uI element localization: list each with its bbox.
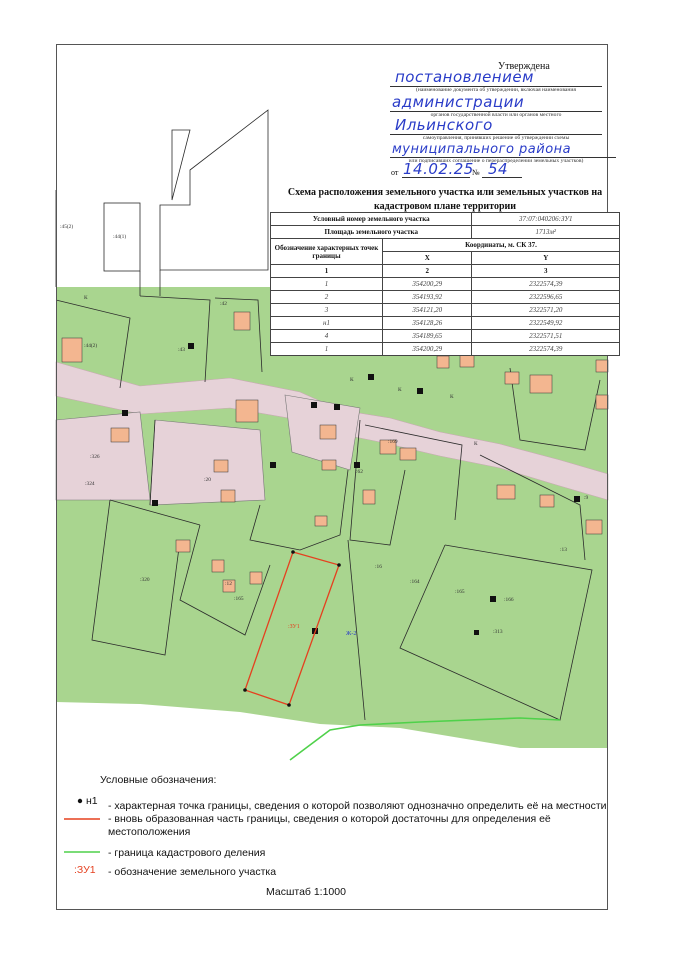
table-row	[271, 343, 620, 356]
handwritten-doc-type: постановлением	[395, 68, 534, 86]
document-title: Схема расположения земельного участка или земельных участков на кадастровом плане территории	[287, 187, 603, 212]
x-coord: 354200,29	[383, 343, 472, 356]
point-id: н1	[271, 317, 383, 330]
parcel-label: :164	[410, 579, 420, 585]
map-scale: Масштаб 1:1000	[266, 886, 346, 898]
legend-zu-symbol: :ЗУ1	[74, 864, 96, 876]
handwritten-district: Ильинского	[395, 116, 493, 134]
column-number: 3	[472, 265, 620, 278]
column-number: 1	[271, 265, 383, 278]
y-coord: 2322571,51	[472, 330, 620, 343]
parcel-label: :166	[504, 597, 514, 603]
underline	[482, 177, 522, 178]
coords-column-header: Координаты, м. СК 37.	[383, 239, 620, 252]
caption: или подписавших соглашение о перераспределении земельных участков)	[408, 158, 584, 164]
parcel-label: :12	[225, 581, 232, 587]
k-mark: К	[474, 441, 478, 447]
cond-number-value: 37:07:040206:ЗУ1	[472, 213, 620, 226]
area-value: 1713м²	[472, 226, 620, 239]
x-coord: 354193,92	[383, 291, 472, 304]
parcel-label: :324	[85, 481, 95, 487]
parcel-label: :313	[493, 629, 503, 635]
parcel-label: :320	[140, 577, 150, 583]
table-row	[271, 278, 620, 291]
caption: самоуправления, принявших решение об утверждении схемы	[422, 135, 570, 141]
parcel-label: :326	[90, 454, 100, 460]
date-prefix: от	[391, 168, 399, 177]
x-coord: 354189,65	[383, 330, 472, 343]
legend-point-label: н1	[86, 795, 98, 807]
handwritten-region: муниципального района	[392, 142, 572, 157]
y-coord: 2322596,65	[472, 291, 620, 304]
y-column-header: Y	[472, 252, 620, 265]
y-coord: 2322574,39	[472, 278, 620, 291]
x-column-header: X	[383, 252, 472, 265]
parcel-label: :44(1)	[113, 234, 127, 240]
area-label: Площадь земельного участка	[271, 226, 472, 239]
column-number: 2	[383, 265, 472, 278]
point-column-header: Обозначение характерных точек границы	[271, 239, 383, 265]
point-id: 1	[271, 343, 383, 356]
parcel-label: :42	[220, 301, 227, 307]
x-coord: 354200,29	[383, 278, 472, 291]
parcel-label: :165	[455, 589, 465, 595]
y-coord: 2322571,20	[472, 304, 620, 317]
legend-heading: Условные обозначения:	[100, 774, 217, 786]
legend-green-text: - граница кадастрового деления	[108, 847, 266, 859]
caption: органов государственной власти или органов местного	[430, 112, 562, 118]
parcel-label: :43	[178, 347, 185, 353]
approved-label: Утверждена	[498, 61, 550, 72]
point-id: 3	[271, 304, 383, 317]
table-row	[271, 330, 620, 343]
point-id: 2	[271, 291, 383, 304]
point-id: 1	[271, 278, 383, 291]
legend-zu-text: - обозначение земельного участка	[108, 866, 277, 878]
table-row	[271, 291, 620, 304]
parcel-label: :169	[388, 439, 398, 445]
parcel-label: :16	[375, 564, 382, 570]
x-coord: 354128,26	[383, 317, 472, 330]
x-coord: 354121,20	[383, 304, 472, 317]
k-mark: К	[398, 387, 402, 393]
parcel-label: :165	[234, 596, 244, 602]
y-coord: 2322574,39	[472, 343, 620, 356]
parcel-label: :13	[560, 547, 567, 553]
zone-label: Ж-2	[346, 631, 357, 637]
k-mark: К	[84, 295, 88, 301]
table-row	[271, 317, 620, 330]
number-prefix: №	[472, 168, 480, 177]
parcel-label: :44(2)	[84, 343, 98, 349]
point-id: 4	[271, 330, 383, 343]
legend-red-text: - вновь образованная часть границы, сведения о которой достаточны для определения её местоположения	[108, 813, 551, 838]
y-coord: 2322549,92	[472, 317, 620, 330]
cond-number-label: Условный номер земельного участка	[271, 213, 472, 226]
handwritten-authority: администрации	[392, 93, 525, 111]
parcel-label: :45(2)	[60, 224, 74, 230]
parcel-label: :62	[356, 469, 363, 475]
parcel-label: :9	[584, 495, 589, 501]
underline	[402, 177, 470, 178]
coordinates-table	[270, 212, 620, 356]
zu1-map-label: :ЗУ1	[288, 624, 300, 630]
parcel-label: :20	[204, 477, 211, 483]
table-row	[271, 304, 620, 317]
handwritten-number: 54	[488, 160, 509, 178]
legend-point-text: - характерная точка границы, сведения о которой позволяют однозначно определить её на местности	[108, 800, 607, 812]
k-mark: К	[350, 377, 354, 383]
k-mark: К	[450, 394, 454, 400]
handwritten-date: 14.02.25	[403, 160, 474, 178]
caption: (наименование документа об утверждении, включая наименования	[416, 87, 576, 93]
